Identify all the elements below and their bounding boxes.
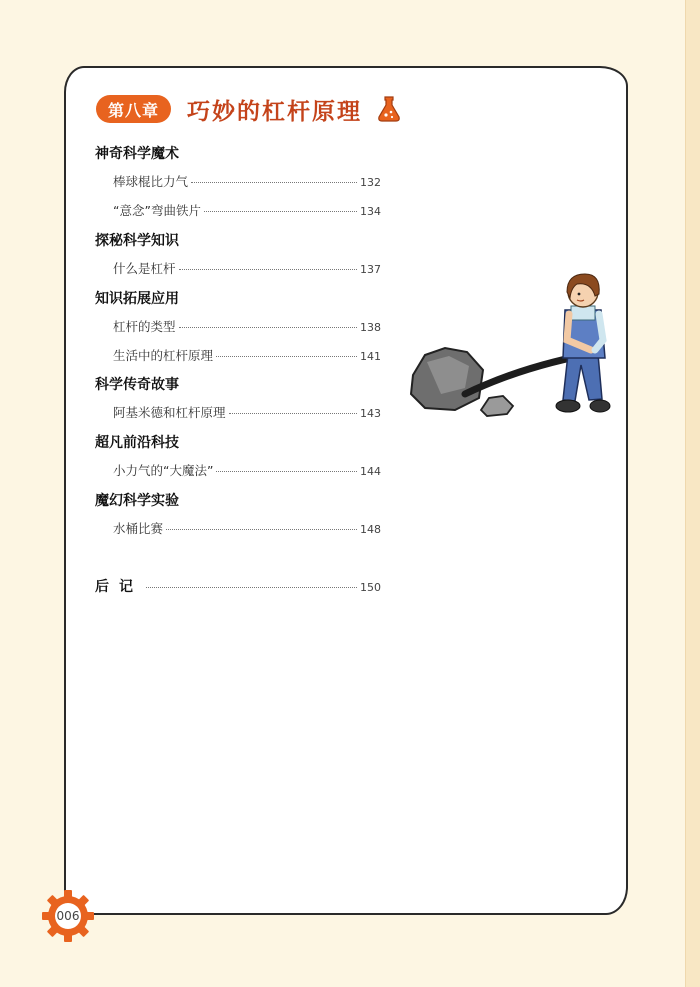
lever-illustration <box>405 270 620 425</box>
dot-leader <box>146 587 357 588</box>
dot-leader <box>191 182 357 183</box>
dot-leader <box>216 471 357 472</box>
entry-page: 144 <box>360 465 381 478</box>
toc-entry[interactable] <box>113 317 381 335</box>
dot-leader <box>229 413 357 414</box>
toc-entry[interactable] <box>113 461 381 479</box>
entry-label: 阿基米德和杠杆原理 <box>113 405 226 420</box>
entry-page: 137 <box>360 263 381 276</box>
toc-entry[interactable] <box>113 259 381 277</box>
dot-leader <box>204 211 357 212</box>
dot-leader <box>216 356 357 357</box>
dot-leader <box>166 529 357 530</box>
chapter-badge: 第八章 <box>96 95 171 123</box>
entry-label: 棒球棍比力气 <box>113 174 189 189</box>
entry-page: 132 <box>360 176 381 189</box>
dot-leader <box>179 269 357 270</box>
toc-entry[interactable] <box>113 403 381 421</box>
flask-icon <box>376 95 402 123</box>
entry-label: 水桶比赛 <box>113 521 164 536</box>
page-edge-strip <box>685 0 700 987</box>
page-number: 006 <box>56 909 80 923</box>
entry-page: 138 <box>360 321 381 334</box>
entry-label: 什么是杠杆 <box>113 261 176 276</box>
toc-entry[interactable] <box>113 172 381 190</box>
entry-page: 143 <box>360 407 381 420</box>
afterword-entry[interactable] <box>95 576 381 596</box>
toc-entry[interactable] <box>113 346 381 364</box>
section-title: 超凡前沿科技 <box>95 435 179 451</box>
afterword-label: 后记 <box>95 579 143 595</box>
toc-entry[interactable] <box>113 519 381 537</box>
entry-page: 134 <box>360 205 381 218</box>
section-title: 神奇科学魔术 <box>95 146 179 162</box>
chapter-title: 巧妙的杠杆原理 <box>187 98 363 125</box>
section-title: 探秘科学知识 <box>95 233 179 249</box>
entry-label: 小力气的“大魔法” <box>113 463 214 478</box>
chapter-header <box>96 93 402 125</box>
entry-page: 148 <box>360 523 381 536</box>
dot-leader <box>179 327 357 328</box>
entry-label: 生活中的杠杆原理 <box>113 348 214 363</box>
section-title: 科学传奇故事 <box>95 377 179 393</box>
entry-label: “意念”弯曲铁片 <box>113 203 201 218</box>
entry-page: 141 <box>360 350 381 363</box>
entry-label: 杠杆的类型 <box>113 319 176 334</box>
section-title: 魔幻科学实验 <box>95 493 179 509</box>
section-title: 知识拓展应用 <box>95 291 179 307</box>
toc-entry[interactable] <box>113 201 381 219</box>
afterword-page: 150 <box>360 581 381 594</box>
